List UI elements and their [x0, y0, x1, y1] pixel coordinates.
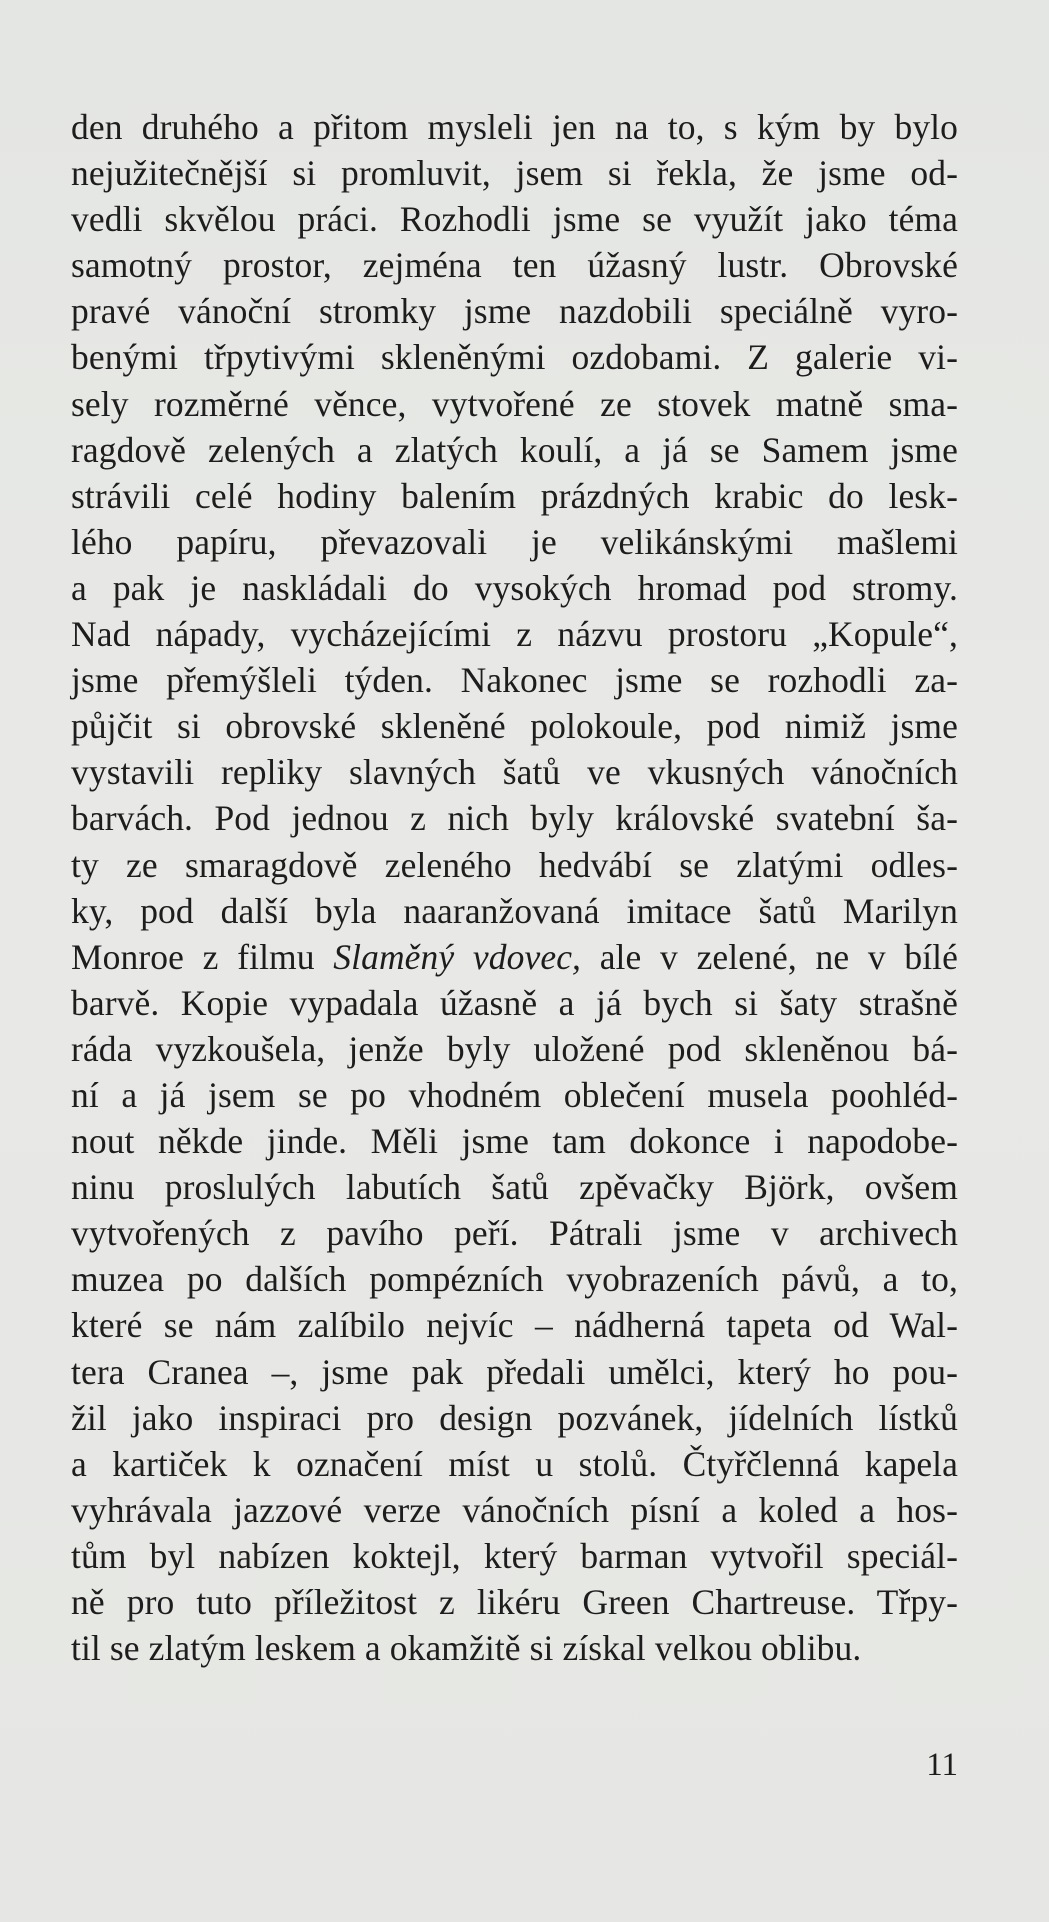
text-before-title: Monroe z filmu [71, 936, 334, 977]
text-after-title: ale v zelené, ne v bílé [581, 936, 959, 977]
text-line: vytvořených z pavího peří. Pátrali jsme v archivech [71, 1213, 958, 1254]
text-line: vystavili repliky slavných šatů ve vkusných vánočních [71, 752, 958, 793]
text-line: ky, pod další byla naaranžovaná imitace šatů Marilyn [71, 890, 958, 931]
text-line: den druhého a přitom mysleli jen na to, s kým by bylo [71, 107, 958, 147]
text-line-last: til se zlatým leskem a okamžitě si získal velkou oblibu. [71, 1628, 862, 1669]
text-line: samotný prostor, zejména ten úžasný lustr. Obrovské [71, 245, 958, 286]
text-line: barvě. Kopie vypadala úžasně a já bych si šaty strašně [71, 982, 958, 1023]
text-line: Nad nápady, vycházejícími z názvu prostoru „Kopule“, [71, 614, 958, 655]
text-line: ninu proslulých labutích šatů zpěvačky Björk, ovšem [71, 1167, 958, 1208]
text-line: vedli skvělou práci. Rozhodli jsme se využít jako téma [71, 199, 958, 240]
text-line: benými třpytivými skleněnými ozdobami. Z galerie vi- [71, 337, 958, 378]
text-line: ně pro tuto příležitost z likéru Green Chartreuse. Třpy- [71, 1582, 958, 1622]
text-line: sely rozměrné věnce, vytvořené ze stovek matně sma- [71, 383, 958, 424]
text-line: barvách. Pod jednou z nich byly královské svatební ša- [71, 798, 958, 839]
text-line: muzea po dalších pompézních vyobrazeních pávů, a to, [71, 1259, 958, 1300]
text-line: které se nám zalíbilo nejvíc – nádherná tapeta od Wal- [71, 1305, 958, 1346]
text-line: ní a já jsem se po vhodném oblečení musela poohléd- [71, 1074, 958, 1115]
text-line-with-italic-title [71, 934, 958, 980]
text-line: pravé vánoční stromky jsme nazdobili speciálně vyro- [71, 291, 958, 332]
text-line: strávili celé hodiny balením prázdných krabic do lesk- [71, 475, 958, 516]
text-line: lého papíru, převazovali je velikánskými mašlemi [71, 521, 958, 562]
italic-film-title: Slaměný vdovec, [333, 936, 582, 977]
text-line: ty ze smaragdově zeleného hedvábí se zlatými odles- [71, 844, 958, 885]
text-line: nejužitečnější si promluvit, jsem si řekla, že jsme od- [71, 153, 958, 194]
text-line: půjčit si obrovské skleněné polokoule, pod nimiž jsme [71, 706, 958, 747]
text-line: tům byl nabízen koktejl, který barman vytvořil speciál- [71, 1535, 958, 1576]
text-line: žil jako inspiraci pro design pozvánek, jídelních lístků [71, 1397, 958, 1438]
page-number: 11 [926, 1747, 958, 1783]
text-line: jsme přemýšleli týden. Nakonec jsme se rozhodli za- [71, 660, 958, 701]
text-line: nout někde jinde. Měli jsme tam dokonce i napodobe- [71, 1121, 958, 1162]
text-line: ragdově zelených a zlatých koulí, a já se Samem jsme [71, 429, 958, 470]
text-line: ráda vyzkoušela, jenže byly uložené pod skleněnou bá- [71, 1028, 958, 1069]
body-text [71, 104, 958, 1671]
text-line: a kartiček k označení míst u stolů. Čtyřčlenná kapela [71, 1443, 958, 1484]
text-line: vyhrávala jazzové verze vánočních písní a koled a hos- [71, 1489, 958, 1530]
text-line: a pak je naskládali do vysokých hromad pod stromy. [71, 567, 958, 608]
text-line: tera Cranea –, jsme pak předali umělci, který ho pou- [71, 1351, 958, 1392]
